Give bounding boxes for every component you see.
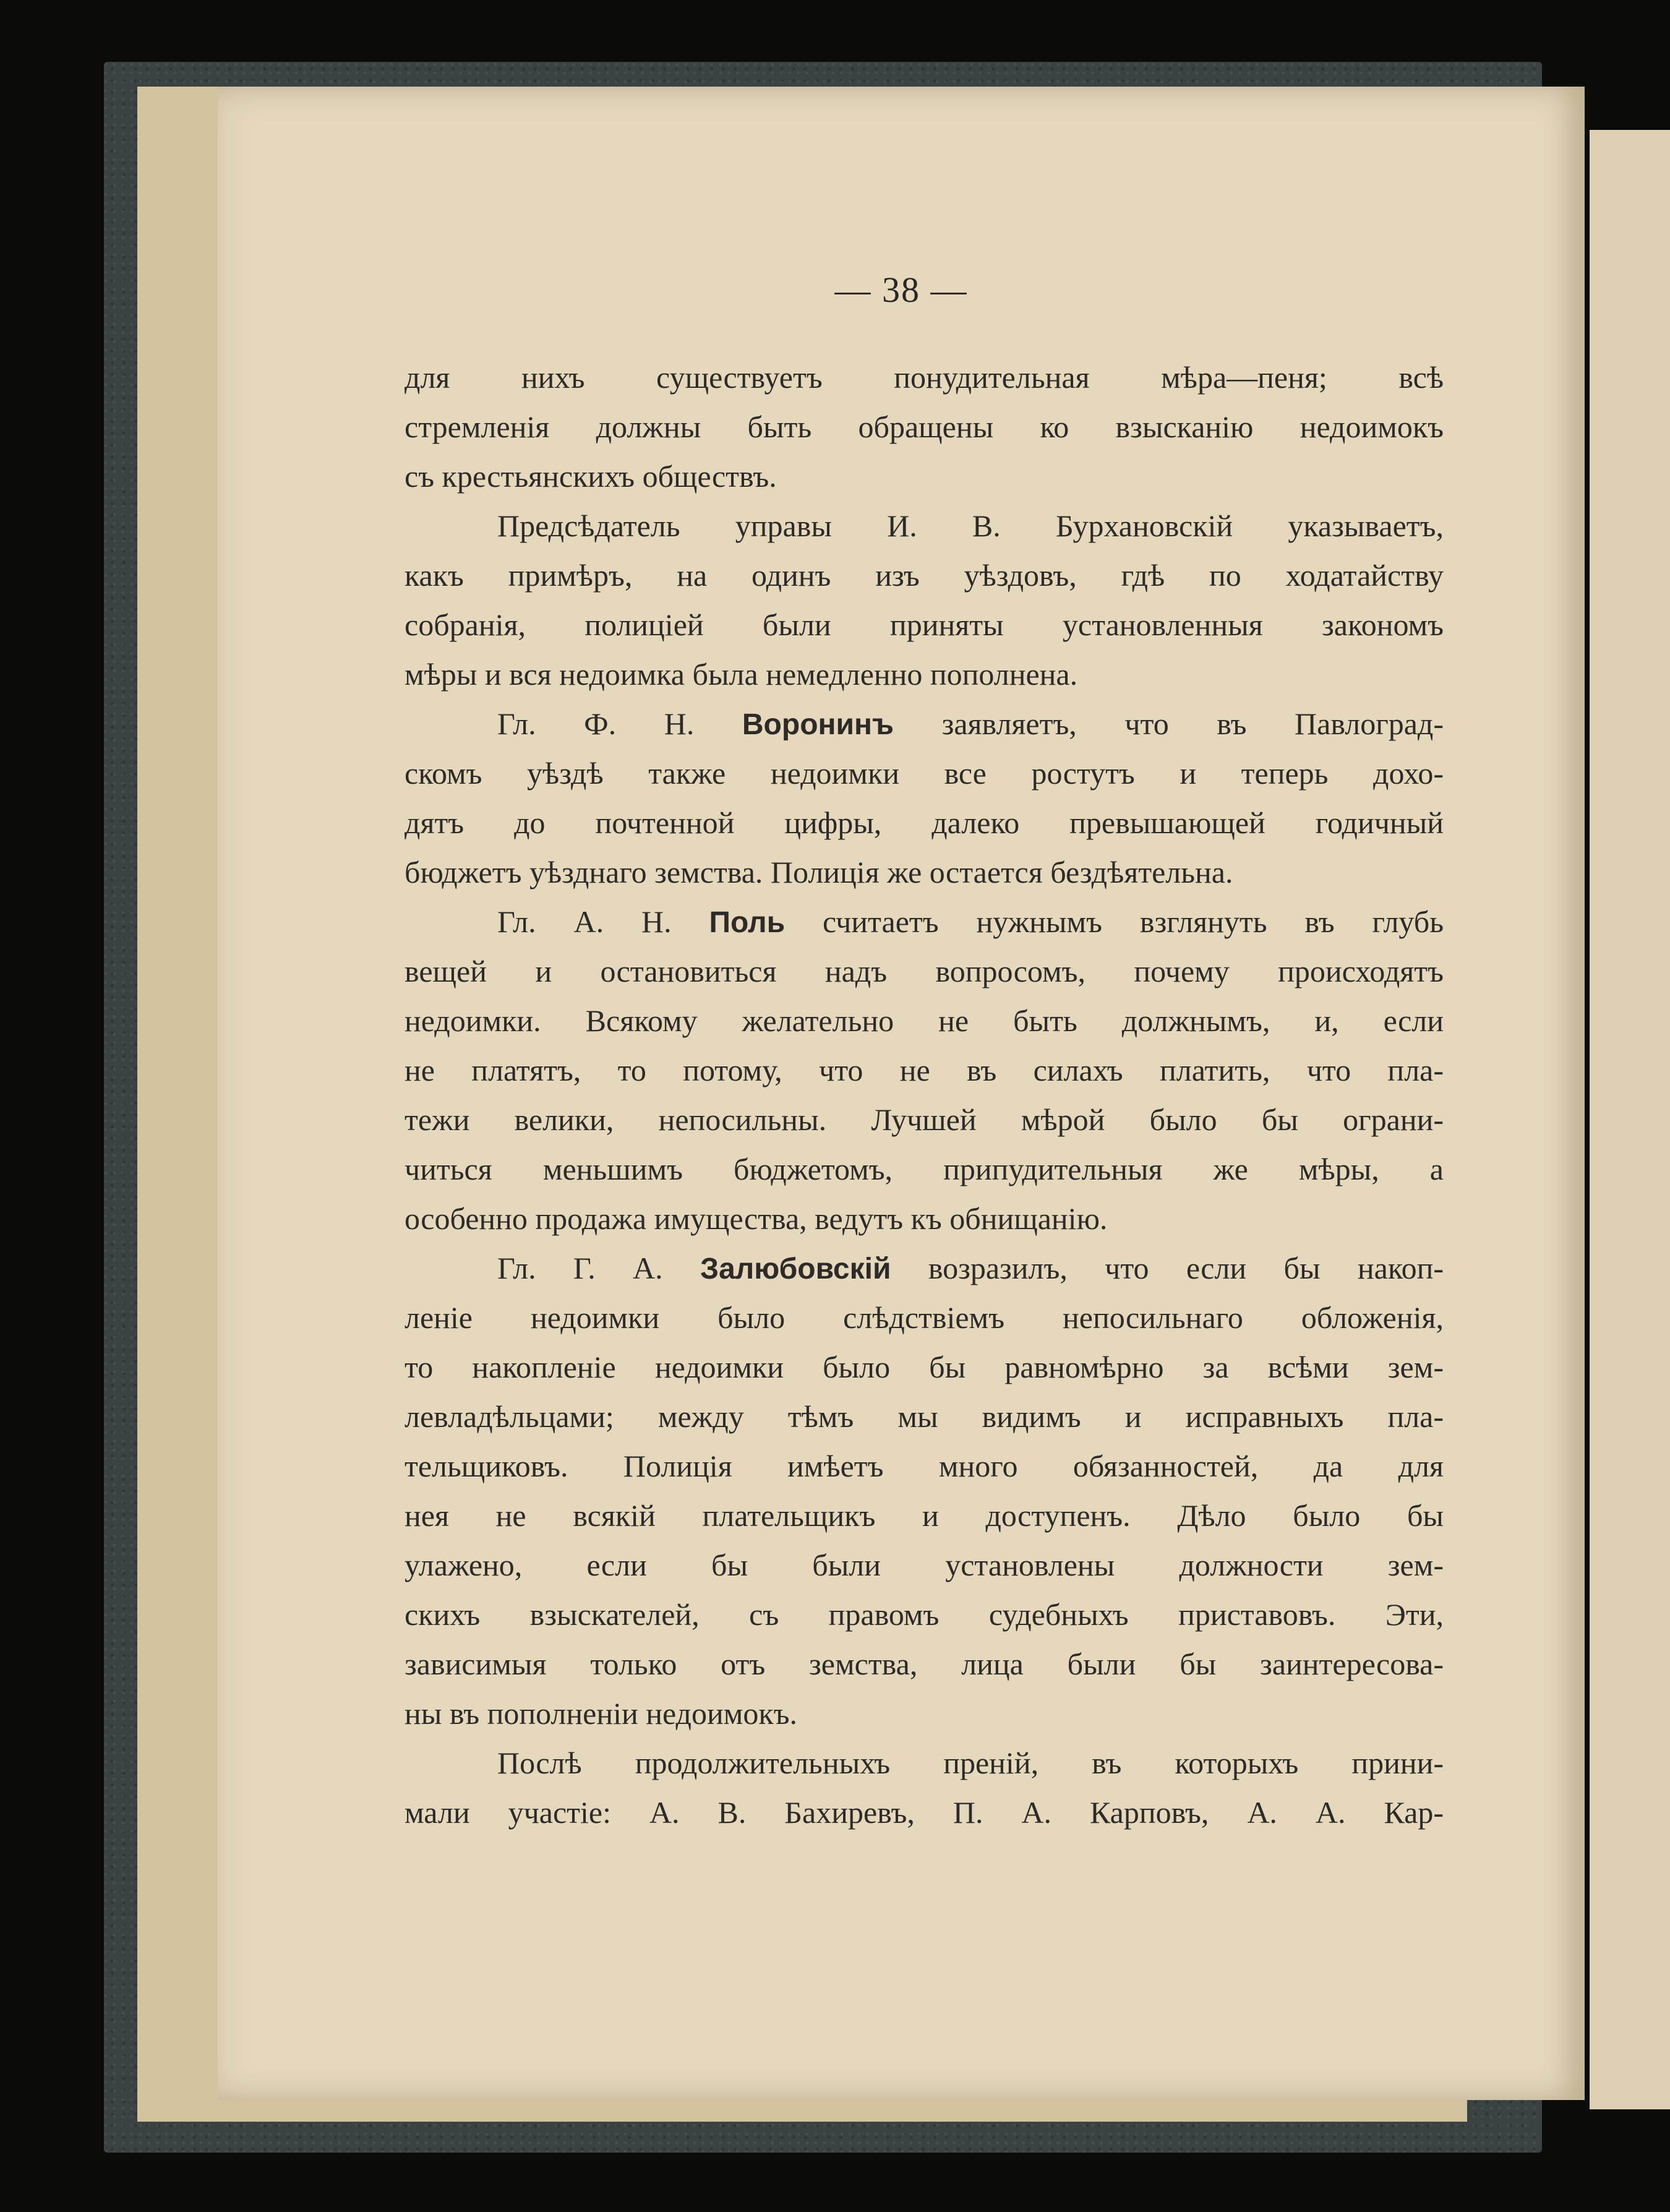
- text-line: недоимки. Всякому желательно не быть должнымъ, и, если: [405, 1003, 1444, 1038]
- text-fragment: заявляетъ, что въ Павлоград-: [941, 706, 1444, 741]
- text-line: тежи велики, непосильны. Лучшей мѣрой было бы ограни-: [405, 1102, 1444, 1137]
- text-line: дятъ до почтенной цифры, далеко превышающей годичный: [405, 805, 1444, 840]
- text-line: собранія, полиціей были приняты установленныя закономъ: [405, 607, 1444, 642]
- text-line: читься меньшимъ бюджетомъ, припудительныя же мѣры, а: [405, 1152, 1444, 1186]
- facing-page-edge: [1590, 130, 1670, 2109]
- speaker-title: Гл. Г. А.: [497, 1251, 663, 1285]
- text-line: скихъ взыскателей, съ правомъ судебныхъ приставовъ. Эти,: [405, 1597, 1444, 1632]
- speaker-name: Поль: [709, 906, 786, 939]
- text-line: какъ примѣръ, на одинъ изъ уѣздовъ, гдѣ по ходатайству: [405, 558, 1444, 593]
- text-line: мѣры и вся недоимка была немедленно пополнена.: [405, 657, 1078, 692]
- text-line: леніе недоимки было слѣдствіемъ непосильнаго обложенія,: [405, 1300, 1444, 1335]
- page-body: [405, 353, 1444, 1837]
- text-line: мали участіе: А. В. Бахиревъ, П. А. Карповъ, А. А. Кар-: [405, 1795, 1444, 1830]
- text-fragment: возразилъ, что если бы накоп-: [928, 1251, 1444, 1285]
- text-line: левладѣльцами; между тѣмъ мы видимъ и исправныхъ пла-: [405, 1399, 1444, 1434]
- text-line: нея не всякій плательщикъ и доступенъ. Дѣло было бы: [405, 1498, 1444, 1533]
- paragraph-line-pol: [405, 897, 1444, 946]
- text-line: тельщиковъ. Полиція имѣетъ много обязанностей, да для: [405, 1449, 1444, 1483]
- text-line: съ крестьянскихъ обществъ.: [405, 459, 777, 494]
- speaker-name: Воронинъ: [742, 708, 894, 741]
- book-page: [218, 87, 1585, 2100]
- page-number: — 38 —: [834, 270, 968, 310]
- text-line: ны въ пополненіи недоимокъ.: [405, 1696, 798, 1731]
- speaker-title: Гл. А. Н.: [497, 904, 672, 939]
- speaker-name: Залюбовскій: [700, 1253, 891, 1285]
- text-line: зависимыя только отъ земства, лица были бы заинтересова-: [405, 1647, 1444, 1681]
- text-line: Предсѣдатель управы И. В. Бурхановскій указываетъ,: [497, 508, 1444, 543]
- text-line: то накопленіе недоимки было бы равномѣрно за всѣми зем-: [405, 1350, 1444, 1384]
- speaker-title: Гл. Ф. Н.: [497, 706, 695, 741]
- text-line: скомъ уѣздѣ также недоимки все ростутъ и теперь дохо-: [405, 756, 1444, 791]
- paragraph-line-zalyubovsky: [405, 1243, 1444, 1293]
- text-fragment: считаетъ нужнымъ взглянуть въ глубь: [822, 904, 1444, 939]
- text-line: стремленія должны быть обращены ко взысканію недоимокъ: [405, 409, 1444, 444]
- text-line: бюджетъ уѣзднаго земства. Полиція же остается бездѣятельна.: [405, 855, 1233, 890]
- text-line: Послѣ продолжительныхъ преній, въ которыхъ прини-: [497, 1746, 1444, 1780]
- paragraph-line-voronin: [405, 699, 1444, 748]
- text-line: для нихъ существуетъ понудительная мѣра—пеня; всѣ: [405, 360, 1444, 395]
- text-line: не платятъ, то потому, что не въ силахъ платить, что пла-: [405, 1053, 1444, 1087]
- text-line: особенно продажа имущества, ведутъ къ обнищанію.: [405, 1201, 1108, 1236]
- text-line: вещей и остановиться надъ вопросомъ, почему происходятъ: [405, 954, 1444, 988]
- text-line: улажено, если бы были установлены должности зем-: [405, 1548, 1444, 1582]
